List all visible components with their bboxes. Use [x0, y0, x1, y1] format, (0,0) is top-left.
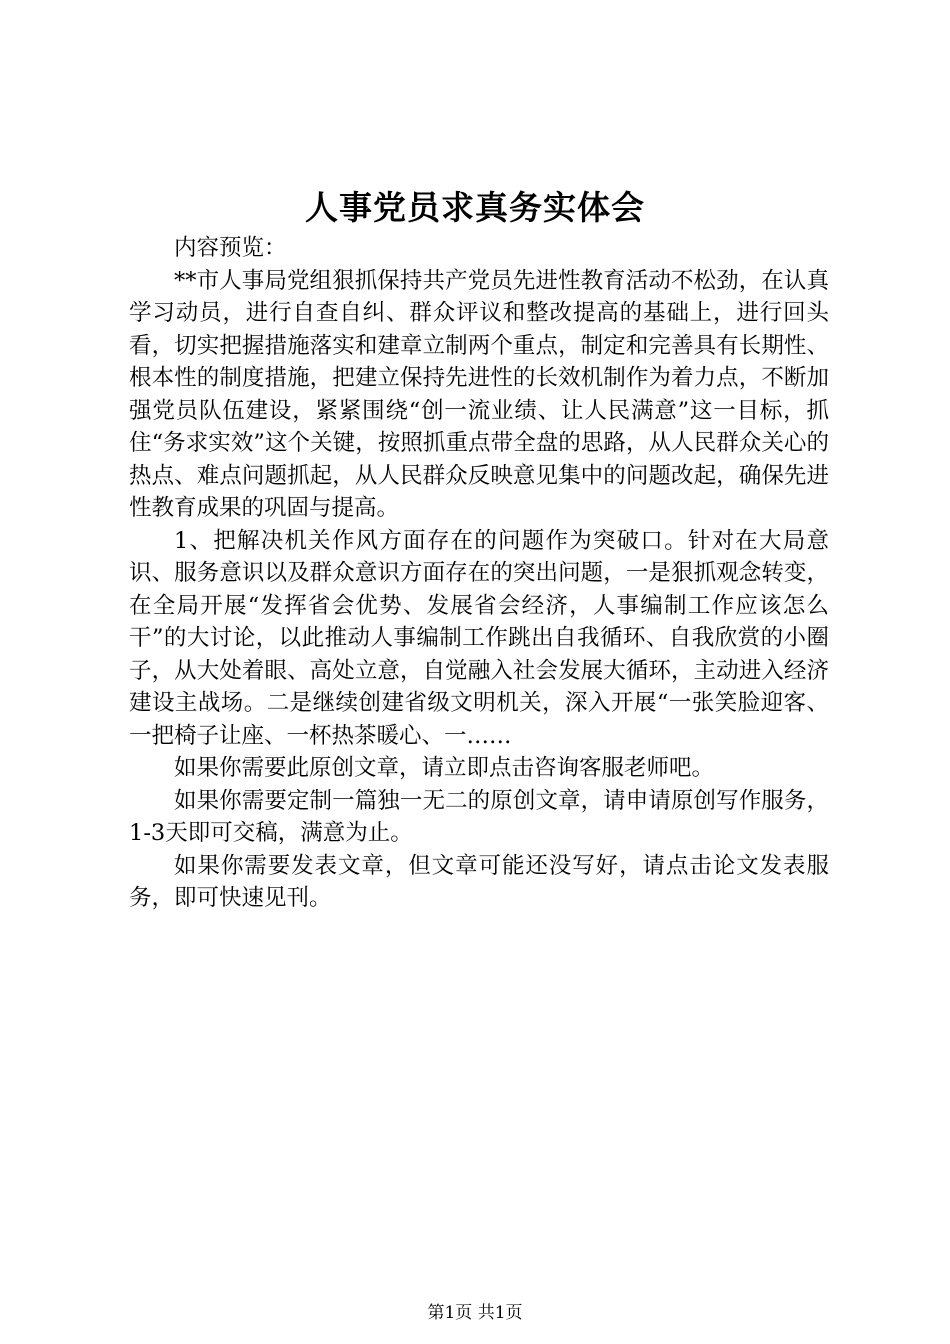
paragraph-consult: 如果你需要此原创文章，请立即点击咨询客服老师吧。 — [174, 755, 715, 781]
paragraph-intro: **市人事局党组狠抓保持共产党员先进性教育活动不松劲，在认真学习动员，进行自查自纠、群众评议和整改提高的基础上，进行回头看，切实把握措施落实和建章立制两个重点，制定和完善具有长期性、根本性的制度措施，把建立保持先进性的长效机制作为着力点，不断加强党员队伍建设，紧紧围绕“创一流业绩、让人民满意”这一目标，抓住“务求实效”这个关键，按照抓重点带全盘的思路，从人民群众关心的热点、难点问题抓起，从人民群众反映意见集中的问题改起，确保先进性教育成果的巩固与提高。 — [129, 267, 829, 521]
paragraph-point-1: 1、把解决机关作风方面存在的问题作为突破口。针对在大局意识、服务意识以及群众意识方面存在的突出问题，一是狠抓观念转变，在全局开展“发挥省会优势、发展省会经济，人事编制工作应该怎么干”的大讨论，以此推动人事编制工作跳出自我循环、自我欣赏的小圈子，从大处着眼、高处立意，自觉融入社会发展大循环，主动进入经济建设主战场。二是继续创建省级文明机关，深入开展“一张笑脸迎客、一把椅子让座、一杯热茶暖心、一…… — [129, 527, 829, 749]
paragraph-custom-writing: 如果你需要定制一篇独一无二的原创文章，请申请原创写作服务，1-3天即可交稿，满意为止。 — [129, 787, 829, 846]
preview-label: 内容预览： — [174, 235, 287, 261]
document-body — [129, 232, 829, 915]
document-title: 人事党员求真务实体会 — [305, 188, 645, 227]
page-number-footer: 第1页 共1页 — [427, 1303, 523, 1323]
paragraph-publish: 如果你需要发表文章，但文章可能还没写好，请点击论文发表服务，即可快速见刊。 — [129, 852, 829, 911]
